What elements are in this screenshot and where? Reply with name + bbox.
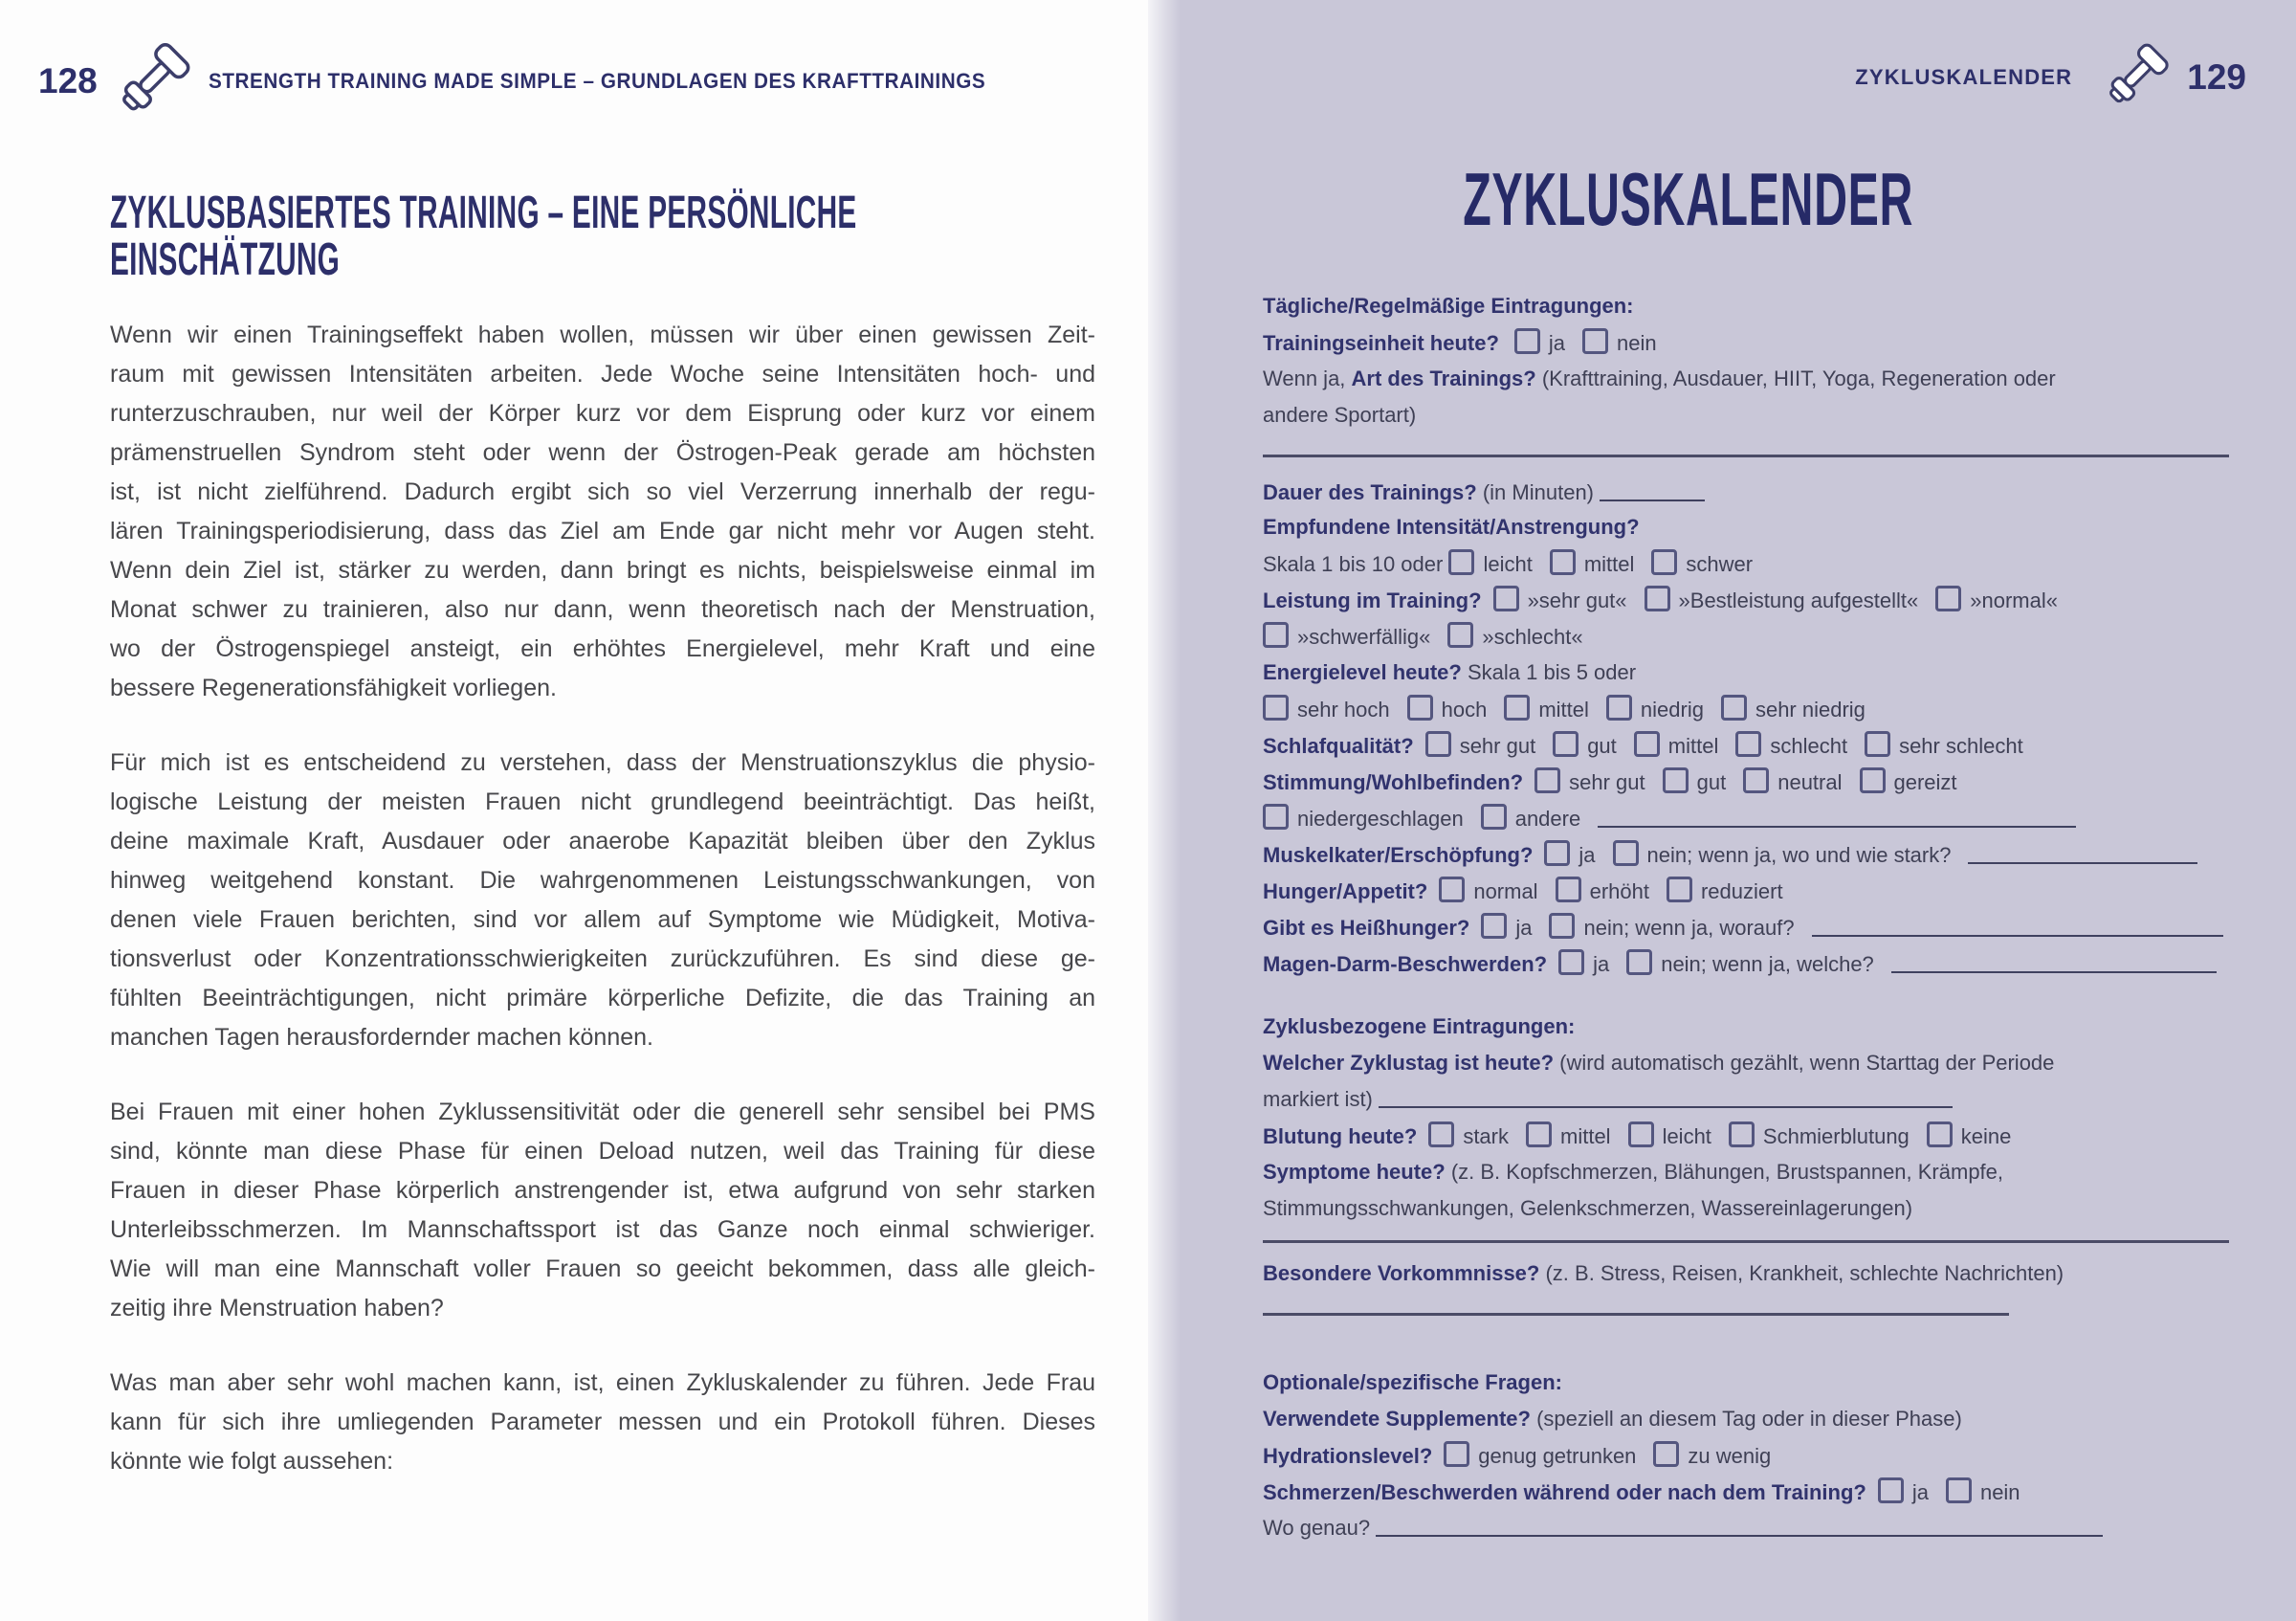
form-row bbox=[1263, 401, 2234, 430]
checkbox[interactable] bbox=[1626, 949, 1652, 975]
checkbox[interactable] bbox=[1653, 1441, 1679, 1467]
checkbox-label: gut bbox=[1587, 734, 1617, 758]
text-line: raum mit gewissen Intensitäten arbeiten. Jede Woche seine Intensitäten hoch- und bbox=[110, 361, 1095, 388]
form-label: Hydrationslevel? bbox=[1263, 1444, 1433, 1468]
checkbox[interactable] bbox=[1447, 622, 1473, 648]
checkbox-label: leicht bbox=[1662, 1124, 1711, 1148]
checkbox[interactable] bbox=[1504, 695, 1530, 721]
checkbox-option bbox=[1263, 698, 1390, 722]
checkbox[interactable] bbox=[1407, 695, 1433, 721]
text-line: Was man aber sehr wohl machen kann, ist, einen Zykluskalender zu führen. Jede Frau bbox=[110, 1369, 1095, 1396]
checkbox-option bbox=[1735, 734, 1847, 758]
text-line: Wie will man eine Mannschaft voller Frauen so geeicht bekommen, dass alle gleich- bbox=[110, 1255, 1095, 1282]
text-line: ist, ist nicht zielführend. Dadurch ergibt sich so viel Verzerrung innerhalb der regu- bbox=[110, 478, 1095, 505]
paragraph bbox=[110, 744, 1095, 1057]
checkbox-label: ja bbox=[1548, 331, 1566, 355]
checkbox[interactable] bbox=[1514, 328, 1540, 354]
checkbox-option bbox=[1439, 879, 1537, 903]
checkbox-option bbox=[1263, 625, 1430, 649]
checkbox[interactable] bbox=[1634, 731, 1660, 757]
checkbox-option bbox=[1425, 734, 1536, 758]
checkbox-label: sehr gut bbox=[1569, 770, 1645, 794]
form-label: Trainingseinheit heute? bbox=[1263, 331, 1499, 355]
checkbox-option bbox=[1865, 734, 2023, 758]
form-label: Empfundene Intensität/Anstrengung? bbox=[1263, 515, 1640, 539]
checkbox-option bbox=[1721, 698, 1866, 722]
form-text: (in Minuten) bbox=[1476, 480, 1601, 504]
form-row bbox=[1263, 877, 2234, 906]
form-row bbox=[1263, 1441, 2234, 1471]
checkbox[interactable] bbox=[1550, 549, 1576, 575]
checkbox[interactable] bbox=[1448, 549, 1474, 575]
text-line: könnte wie folgt aussehen: bbox=[110, 1448, 394, 1475]
form-text: (z. B. Stress, Reisen, Krankheit, schlechte Nachrichten) bbox=[1539, 1261, 2064, 1285]
blank-line[interactable] bbox=[1891, 952, 2217, 973]
chapter-heading bbox=[110, 189, 1314, 283]
form-label: Hunger/Appetit? bbox=[1263, 879, 1428, 903]
form-row bbox=[1263, 913, 2234, 943]
checkbox-label: keine bbox=[1960, 1124, 2012, 1148]
checkbox[interactable] bbox=[1663, 767, 1689, 793]
form-label: Optionale/spezifische Fragen: bbox=[1263, 1370, 1562, 1394]
checkbox[interactable] bbox=[1549, 913, 1575, 939]
checkbox-label: reduziert bbox=[1700, 879, 1783, 903]
form-label: Muskelkater/Erschöpfung? bbox=[1263, 843, 1534, 867]
checkbox-option bbox=[1504, 698, 1589, 722]
form-row bbox=[1263, 549, 2234, 579]
blank-line[interactable] bbox=[1598, 807, 2076, 828]
form-label: Zyklusbezogene Eintragungen: bbox=[1263, 1014, 1576, 1038]
checkbox-label: nein; wenn ja, worauf? bbox=[1583, 916, 1795, 940]
checkbox-option bbox=[1549, 916, 1794, 940]
checkbox-label: genug getrunken bbox=[1478, 1444, 1637, 1468]
text-line: tionsverlust oder Konzentrationsschwierigkeiten zurückzuführen. Es sind diese ge- bbox=[110, 945, 1095, 972]
paragraph bbox=[110, 1093, 1095, 1328]
form-row bbox=[1263, 658, 2234, 687]
page-right bbox=[1148, 0, 2296, 1621]
checkbox-option bbox=[1556, 879, 1649, 903]
paragraph bbox=[110, 316, 1095, 708]
form-row bbox=[1263, 1514, 2234, 1543]
form-row bbox=[1263, 1313, 2234, 1342]
checkbox-label: »sehr gut« bbox=[1527, 588, 1627, 612]
checkbox-label: mittel bbox=[1583, 552, 1635, 576]
form-text: (wird automatisch gezählt, wenn Starttag der Periode bbox=[1554, 1051, 2055, 1075]
form-text: Wo genau? bbox=[1263, 1516, 1377, 1540]
text-line: denen viele Frauen berichten, sind vor allem auf Symptome wie Müdigkeit, Motiva- bbox=[110, 906, 1095, 933]
checkbox[interactable] bbox=[1606, 695, 1632, 721]
form-text: Skala 1 bis 10 oder bbox=[1263, 552, 1449, 576]
checkbox-label: nein bbox=[1617, 331, 1657, 355]
checkbox[interactable] bbox=[1645, 586, 1670, 611]
text-line: Wenn wir einen Trainingseffekt haben wollen, müssen wir über einen gewissen Zeit- bbox=[110, 322, 1095, 348]
checkbox-label: normal bbox=[1473, 879, 1538, 903]
form-row bbox=[1263, 1477, 2234, 1507]
checkbox-option bbox=[1526, 1124, 1611, 1148]
checkbox-label: »schlecht« bbox=[1482, 625, 1583, 649]
checkbox-option bbox=[1407, 698, 1488, 722]
checkbox-option bbox=[1743, 770, 1842, 794]
checkbox-option bbox=[1634, 734, 1719, 758]
checkbox-option bbox=[1534, 770, 1645, 794]
checkbox-label: niedergeschlagen bbox=[1297, 807, 1464, 831]
blank-line[interactable] bbox=[1600, 480, 1705, 501]
form-row bbox=[1263, 731, 2234, 761]
form-label: Gibt es Heißhunger? bbox=[1263, 916, 1470, 940]
checkbox-option bbox=[1878, 1480, 1929, 1504]
checkbox-label: nein; wenn ja, wo und wie stark? bbox=[1646, 843, 1952, 867]
checkbox-label: stark bbox=[1463, 1124, 1509, 1148]
text-line: Unterleibsschmerzen. Im Mannschaftssport ist das Ganze noch einmal schwieriger. bbox=[110, 1216, 1095, 1243]
checkbox-label: erhöht bbox=[1589, 879, 1649, 903]
checkbox-option bbox=[1444, 1444, 1636, 1468]
form-label: Welcher Zyklustag ist heute? bbox=[1263, 1051, 1555, 1075]
form-row bbox=[1263, 1158, 2234, 1187]
text-line: wo der Östrogenspiegel ansteigt, ein erhöhtes Energielevel, mehr Kraft und eine bbox=[110, 635, 1095, 662]
form-row bbox=[1263, 804, 2234, 833]
blank-line[interactable] bbox=[1376, 1516, 2103, 1537]
form-row bbox=[1263, 328, 2234, 358]
form-label: Leistung im Training? bbox=[1263, 588, 1482, 612]
form-text: Skala 1 bis 5 oder bbox=[1461, 660, 1637, 684]
dumbbell-icon bbox=[115, 38, 191, 123]
checkbox-option bbox=[1651, 552, 1753, 576]
form-row bbox=[1263, 695, 2234, 724]
checkbox-label: »normal« bbox=[1970, 588, 2058, 612]
checkbox[interactable] bbox=[1439, 877, 1465, 902]
text-line: Monat schwer zu trainieren, also nur dann, wenn theoretisch nach der Menstruation, bbox=[110, 596, 1095, 623]
checkbox-option bbox=[1493, 588, 1627, 612]
text-line: prämenstruellen Syndrom steht oder wenn der Östrogen-Peak gerade am höchsten bbox=[110, 439, 1095, 466]
checkbox-option bbox=[1553, 734, 1617, 758]
checkbox-option bbox=[1653, 1444, 1771, 1468]
form-label: Dauer des Trainings? bbox=[1263, 480, 1477, 504]
checkbox[interactable] bbox=[1651, 549, 1677, 575]
checkbox-option bbox=[1514, 331, 1565, 355]
text-line: zeitig ihre Menstruation haben? bbox=[110, 1295, 444, 1321]
form-text: Stimmungsschwankungen, Gelenkschmerzen, Wassereinlagerungen) bbox=[1263, 1196, 1913, 1220]
checkbox[interactable] bbox=[1946, 1477, 1972, 1503]
checkbox-option bbox=[1613, 843, 1952, 867]
blank-line[interactable] bbox=[1812, 916, 2223, 937]
checkbox-option bbox=[1448, 552, 1532, 576]
form-label: Symptome heute? bbox=[1263, 1160, 1446, 1184]
checkbox[interactable] bbox=[1481, 804, 1507, 830]
checkbox-option bbox=[1645, 588, 1919, 612]
form-label: Besondere Vorkommnisse? bbox=[1263, 1261, 1540, 1285]
checkbox-label: neutral bbox=[1777, 770, 1843, 794]
separator-line bbox=[1263, 1240, 2229, 1243]
form-label: Schlafqualität? bbox=[1263, 734, 1414, 758]
checkbox[interactable] bbox=[1628, 1121, 1654, 1147]
checkbox[interactable] bbox=[1428, 1121, 1454, 1147]
blank-line[interactable] bbox=[1968, 843, 2197, 864]
form-row bbox=[1263, 586, 2234, 615]
checkbox[interactable] bbox=[1263, 804, 1289, 830]
text-line: deine maximale Kraft, Ausdauer oder anaerobe Kapazität bleiben über den Zyklus bbox=[110, 828, 1095, 855]
checkbox-label: schwer bbox=[1686, 552, 1754, 576]
text-line: sind, könnte man diese Phase für einen Deload nutzen, weil das Training für diese bbox=[110, 1138, 1095, 1165]
checkbox-option bbox=[1860, 770, 1957, 794]
checkbox-option bbox=[1606, 698, 1704, 722]
cycle-form bbox=[1148, 0, 2296, 1621]
checkbox-label: mittel bbox=[1560, 1124, 1611, 1148]
running-title-right: ZYKLUSKALENDER bbox=[1855, 64, 2073, 89]
checkbox[interactable] bbox=[1721, 695, 1747, 721]
checkbox-label: ja bbox=[1515, 916, 1533, 940]
form-row bbox=[1263, 513, 2234, 542]
checkbox-label: zu wenig bbox=[1688, 1444, 1772, 1468]
checkbox-label: »Bestleistung aufgestellt« bbox=[1678, 588, 1919, 612]
checkbox-label: ja bbox=[1911, 1480, 1929, 1504]
checkbox-option bbox=[1550, 552, 1635, 576]
checkbox-option bbox=[1582, 331, 1657, 355]
form-row bbox=[1263, 1121, 2234, 1151]
form-label: Verwendete Supplemente? bbox=[1263, 1407, 1531, 1431]
checkbox-label: gereizt bbox=[1893, 770, 1957, 794]
checkbox-option bbox=[1544, 843, 1595, 867]
text-line: Für mich ist es entscheidend zu verstehen, dass der Menstruationszyklus die physio- bbox=[110, 749, 1095, 776]
form-text: Wenn ja, bbox=[1263, 366, 1352, 390]
checkbox[interactable] bbox=[1526, 1121, 1552, 1147]
form-text: (z. B. Kopfschmerzen, Blähungen, Brustspannen, Krämpfe, bbox=[1445, 1160, 2004, 1184]
checkbox-label: sehr niedrig bbox=[1755, 698, 1866, 722]
checkbox-option bbox=[1935, 588, 2058, 612]
checkbox[interactable] bbox=[1729, 1121, 1755, 1147]
checkbox[interactable] bbox=[1444, 1441, 1469, 1467]
checkbox-option bbox=[1626, 952, 1874, 976]
form-text: markiert ist) bbox=[1263, 1087, 1379, 1111]
checkbox-label: sehr schlecht bbox=[1899, 734, 2023, 758]
checkbox-label: sehr gut bbox=[1459, 734, 1536, 758]
form-label: Energielevel heute? bbox=[1263, 660, 1462, 684]
text-line: lären Trainingsperiodisierung, dass das Ziel am Ende gar nicht mehr vor Augen steht. bbox=[110, 518, 1095, 544]
checkbox-option bbox=[1428, 1124, 1509, 1148]
checkbox[interactable] bbox=[1735, 731, 1761, 757]
checkbox[interactable] bbox=[1935, 586, 1961, 611]
form-text: (Krafttraining, Ausdauer, HIIT, Yoga, Regeneration oder bbox=[1535, 366, 2056, 390]
blank-line[interactable] bbox=[1379, 1087, 1953, 1108]
checkbox-label: gut bbox=[1696, 770, 1727, 794]
checkbox[interactable] bbox=[1544, 840, 1570, 866]
text-line: runterzuschrauben, nur weil der Körper kurz vor dem Eisprung oder kurz vor einem bbox=[110, 400, 1095, 427]
text-line: hinweg weitgehend konstant. Die wahrgenommenen Leistungsschwankungen, von bbox=[110, 867, 1095, 894]
checkbox[interactable] bbox=[1425, 731, 1451, 757]
paragraph bbox=[110, 1364, 1095, 1481]
text-line: fühlten Beeinträchtigungen, nicht primäre körperliche Defizite, die das Training an bbox=[110, 985, 1095, 1011]
text-line: Frauen in dieser Phase körperlich anstrengender ist, etwa aufgrund von sehr starken bbox=[110, 1177, 1095, 1204]
text-line: bessere Regenerationsfähigkeit vorliegen. bbox=[110, 675, 557, 701]
checkbox-label: ja bbox=[1578, 843, 1596, 867]
form-row bbox=[1263, 1405, 2234, 1433]
checkbox-label: schlecht bbox=[1770, 734, 1848, 758]
checkbox[interactable] bbox=[1493, 586, 1519, 611]
checkbox-label: mittel bbox=[1538, 698, 1589, 722]
text-line: Wenn dein Ziel ist, stärker zu werden, dann bringt es nichts, beispielsweise einmal im bbox=[110, 557, 1095, 584]
text-line: Bei Frauen mit einer hohen Zyklussensitivität oder die generell sehr sensibel bei PMS bbox=[110, 1099, 1095, 1125]
text-line: logische Leistung der meisten Frauen nicht grundlegend beeinträchtigt. Das heißt, bbox=[110, 788, 1095, 815]
checkbox-option bbox=[1481, 807, 1581, 831]
checkbox-label: mittel bbox=[1667, 734, 1719, 758]
form-label: Magen-Darm-Beschwerden? bbox=[1263, 952, 1548, 976]
checkbox[interactable] bbox=[1558, 949, 1584, 975]
checkbox-option bbox=[1927, 1124, 2012, 1148]
checkbox[interactable] bbox=[1613, 840, 1639, 866]
checkbox[interactable] bbox=[1878, 1477, 1904, 1503]
form-row bbox=[1263, 365, 2234, 393]
form-row bbox=[1263, 767, 2234, 797]
checkbox-label: andere bbox=[1514, 807, 1581, 831]
text-line: kann für sich ihre umliegenden Parameter messen und ein Protokoll führen. Dieses bbox=[110, 1409, 1095, 1435]
running-title-left: STRENGTH TRAINING MADE SIMPLE – GRUNDLAGEN DES KRAFTTRAININGS bbox=[208, 68, 985, 93]
checkbox-option bbox=[1447, 625, 1582, 649]
checkbox[interactable] bbox=[1743, 767, 1769, 793]
checkbox-option bbox=[1667, 879, 1783, 903]
checkbox-label: nein bbox=[1979, 1480, 2020, 1504]
chapter-heading-line2: EINSCHÄTZUNG bbox=[110, 234, 341, 285]
form-text: andere Sportart) bbox=[1263, 403, 1417, 427]
form-label: Blutung heute? bbox=[1263, 1124, 1418, 1148]
checkbox-label: sehr hoch bbox=[1297, 698, 1390, 722]
form-row bbox=[1263, 1259, 2234, 1288]
checkbox-label: niedrig bbox=[1640, 698, 1704, 722]
separator-line bbox=[1263, 1313, 2009, 1316]
separator-line bbox=[1263, 455, 2229, 457]
form-row bbox=[1263, 1194, 2234, 1223]
form-row bbox=[1263, 1012, 2234, 1041]
checkbox-option bbox=[1729, 1124, 1910, 1148]
checkbox[interactable] bbox=[1865, 731, 1890, 757]
page-number-left: 128 bbox=[38, 60, 98, 100]
form-row bbox=[1263, 1368, 2234, 1397]
form-row bbox=[1263, 1085, 2234, 1114]
checkbox[interactable] bbox=[1860, 767, 1886, 793]
checkbox-option bbox=[1663, 770, 1727, 794]
checkbox[interactable] bbox=[1556, 877, 1581, 902]
checkbox-label: hoch bbox=[1441, 698, 1488, 722]
checkbox-label: leicht bbox=[1483, 552, 1533, 576]
checkbox[interactable] bbox=[1263, 695, 1289, 721]
checkbox-option bbox=[1946, 1480, 2020, 1504]
form-row bbox=[1263, 622, 2234, 652]
left-page-header bbox=[38, 38, 1035, 123]
checkbox-label: Schmierblutung bbox=[1762, 1124, 1910, 1148]
checkbox-label: »schwerfällig« bbox=[1297, 625, 1431, 649]
form-label: Tägliche/Regelmäßige Eintragungen: bbox=[1263, 294, 1634, 318]
form-label: Stimmung/Wohlbefinden? bbox=[1263, 770, 1524, 794]
checkbox[interactable] bbox=[1582, 328, 1608, 354]
checkbox-option bbox=[1263, 807, 1464, 831]
checkbox[interactable] bbox=[1553, 731, 1578, 757]
checkbox-option bbox=[1628, 1124, 1711, 1148]
form-row bbox=[1263, 840, 2234, 870]
checkbox-label: ja bbox=[1593, 952, 1610, 976]
page-number-right: 129 bbox=[2187, 56, 2246, 97]
left-body bbox=[110, 316, 1095, 1517]
form-row bbox=[1263, 478, 2234, 507]
form-row bbox=[1263, 949, 2234, 979]
checkbox-label: nein; wenn ja, welche? bbox=[1661, 952, 1874, 976]
form-label: Schmerzen/Beschwerden während oder nach dem Training? bbox=[1263, 1480, 1866, 1504]
chapter-heading-line1: ZYKLUSBASIERTES TRAINING – EINE PERSÖNLICHE bbox=[110, 188, 857, 238]
checkbox[interactable] bbox=[1534, 767, 1560, 793]
form-label: Art des Trainings? bbox=[1351, 366, 1536, 390]
checkbox[interactable] bbox=[1927, 1121, 1953, 1147]
form-text: (speziell an diesem Tag oder in dieser Phase) bbox=[1530, 1407, 1962, 1431]
checkbox-option bbox=[1558, 952, 1609, 976]
checkbox[interactable] bbox=[1481, 913, 1507, 939]
form-row bbox=[1263, 292, 2234, 321]
text-line: manchen Tagen herausfordernder machen können. bbox=[110, 1024, 653, 1051]
calendar-title: ZYKLUSKALENDER bbox=[1463, 157, 1914, 241]
checkbox-option bbox=[1481, 916, 1532, 940]
checkbox[interactable] bbox=[1667, 877, 1692, 902]
form-row bbox=[1263, 1049, 2234, 1077]
checkbox[interactable] bbox=[1263, 622, 1289, 648]
